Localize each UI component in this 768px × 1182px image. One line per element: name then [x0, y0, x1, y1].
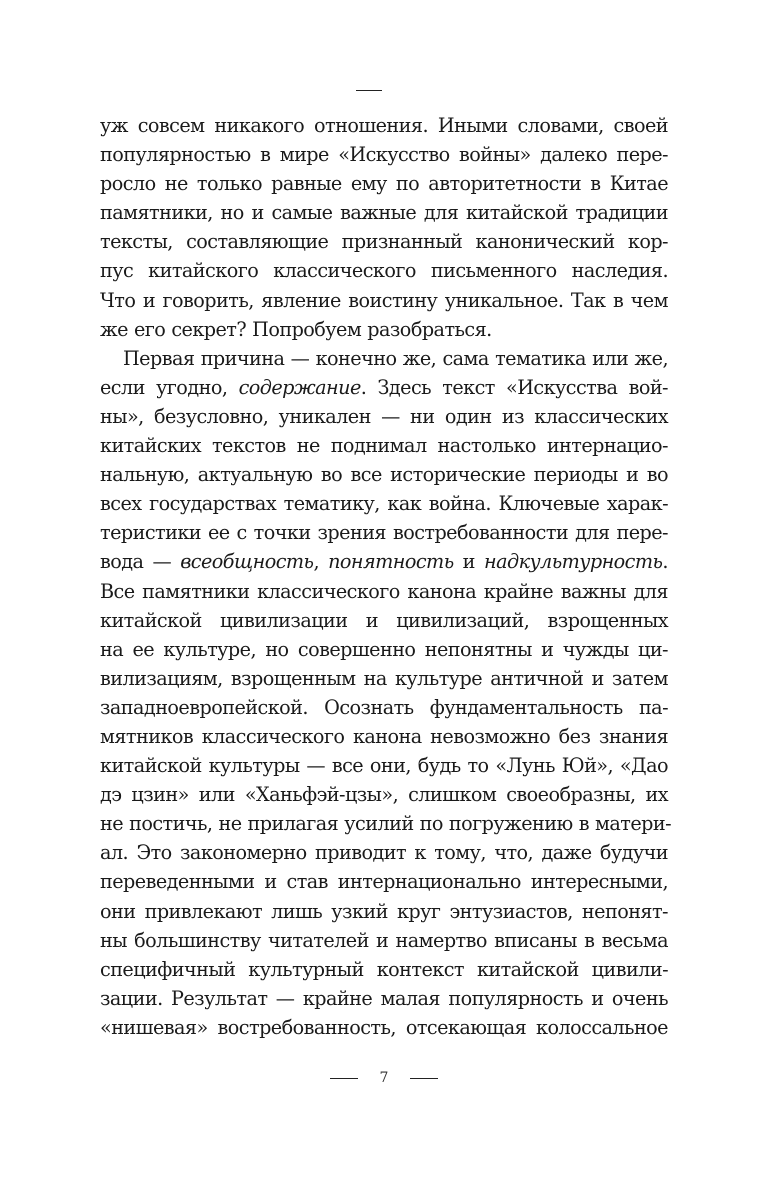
text-run: .	[662, 550, 668, 574]
text-run: вилизациям, взрощенным на культуре античной и затем	[100, 666, 668, 690]
text-run: . Здесь текст «Искусства вой-	[360, 375, 668, 399]
text-line	[100, 955, 668, 984]
text-run: уж совсем никакого отношения. Иными словами, своей	[100, 114, 668, 137]
text-run: Что и говорить, явление воистину уникальное. Так в чем	[100, 288, 668, 312]
text-run: китайской культуры — все они, будь то «Лунь Юй», «Дао	[100, 754, 668, 778]
emphasis-text: содержание	[238, 375, 361, 399]
text-run: зации. Результат — крайне малая популярность и очень	[100, 986, 668, 1010]
header-rule	[356, 90, 382, 91]
emphasis-text: понятность	[328, 550, 454, 574]
text-run: ,	[313, 550, 329, 574]
text-line	[100, 809, 672, 838]
text-line	[100, 838, 668, 867]
text-line	[100, 344, 668, 373]
text-run: вода —	[100, 550, 181, 574]
text-line	[100, 867, 668, 896]
text-run: Первая причина — конечно же, сама тематика или же,	[123, 346, 668, 370]
text-run: на ее культуре, но совершенно непонятны и чужды ци-	[100, 637, 668, 661]
page-footer	[0, 1068, 768, 1088]
text-line	[100, 227, 668, 256]
text-run: ны большинству читателей и намертво вписаны в весьма	[100, 928, 668, 952]
page-number: 7	[379, 1070, 389, 1086]
text-line	[100, 926, 668, 955]
text-run: «нишевая» востребованность, отсекающая колоссальное	[100, 1015, 668, 1039]
text-run: ны», безусловно, уникален — ни один из классических	[100, 404, 668, 428]
text-run: пус китайского классического письменного наследия.	[100, 259, 668, 283]
text-run: популярностью в мире «Искусство войны» далеко пере-	[100, 143, 668, 167]
text-line	[100, 577, 668, 606]
footer-rule-right	[410, 1078, 438, 1079]
text-line	[100, 897, 668, 926]
text-run: же его секрет? Попробуем разобраться.	[100, 317, 492, 341]
text-run: дэ цзин» или «Ханьфэй-цзы», слишком своеобразны, их	[100, 783, 668, 807]
footer-rule-left	[330, 1078, 358, 1079]
text-line	[100, 286, 668, 315]
text-run: переведенными и став интернационально интересными,	[100, 870, 668, 894]
text-line	[100, 693, 668, 722]
text-line	[100, 722, 668, 751]
text-run: теристики ее с точки зрения востребованности для пере-	[100, 521, 668, 545]
text-run: они привлекают лишь узкий круг энтузиастов, непонят-	[100, 899, 668, 923]
text-line	[100, 635, 668, 664]
text-line	[100, 547, 668, 576]
text-run: тексты, составляющие признанный канонический кор-	[100, 230, 668, 254]
text-line	[100, 111, 668, 140]
body-text	[100, 111, 672, 1042]
text-line	[100, 489, 668, 518]
text-line	[100, 1013, 668, 1042]
text-run: памятники, но и самые важные для китайской традиции	[100, 201, 668, 225]
text-line	[100, 780, 668, 809]
text-line	[100, 256, 668, 285]
text-line	[100, 664, 668, 693]
text-line	[100, 460, 668, 489]
text-run: и	[453, 550, 484, 574]
text-line	[100, 984, 668, 1013]
paragraph	[100, 111, 668, 344]
text-run: специфичный культурный контекст китайской цивили-	[100, 957, 668, 981]
text-line	[100, 751, 668, 780]
text-run: нальную, актуальную во все исторические периоды и во	[100, 463, 668, 487]
text-run: Все памятники классического канона крайне важны для	[100, 579, 668, 603]
paragraph	[100, 344, 672, 1042]
emphasis-text: надкультурность	[483, 550, 663, 574]
text-run: всех государствах тематику, как война. Ключевые харак-	[100, 492, 668, 516]
text-run: ал. Это закономерно приводит к тому, что, даже будучи	[100, 841, 668, 865]
text-line	[100, 518, 668, 547]
text-run: не постичь, не прилагая усилий по погружению в матери-	[100, 812, 672, 836]
text-run: мятников классического канона невозможно без знания	[100, 724, 668, 748]
text-run: западноевропейской. Осознать фундаментальность па-	[100, 695, 668, 719]
text-line	[100, 315, 668, 344]
text-line	[100, 140, 668, 169]
text-run: китайской цивилизации и цивилизаций, взрощенных	[100, 608, 668, 632]
text-run: если угодно,	[100, 375, 239, 399]
emphasis-text: всеобщность	[180, 550, 314, 574]
text-run: китайских текстов не поднимал настолько интернацио-	[100, 434, 668, 458]
text-line	[100, 431, 668, 460]
text-line	[100, 373, 668, 402]
text-line	[100, 169, 668, 198]
text-run: росло не только равные ему по авторитетности в Китае	[100, 172, 668, 196]
text-line	[100, 606, 668, 635]
text-line	[100, 198, 668, 227]
text-line	[100, 402, 668, 431]
